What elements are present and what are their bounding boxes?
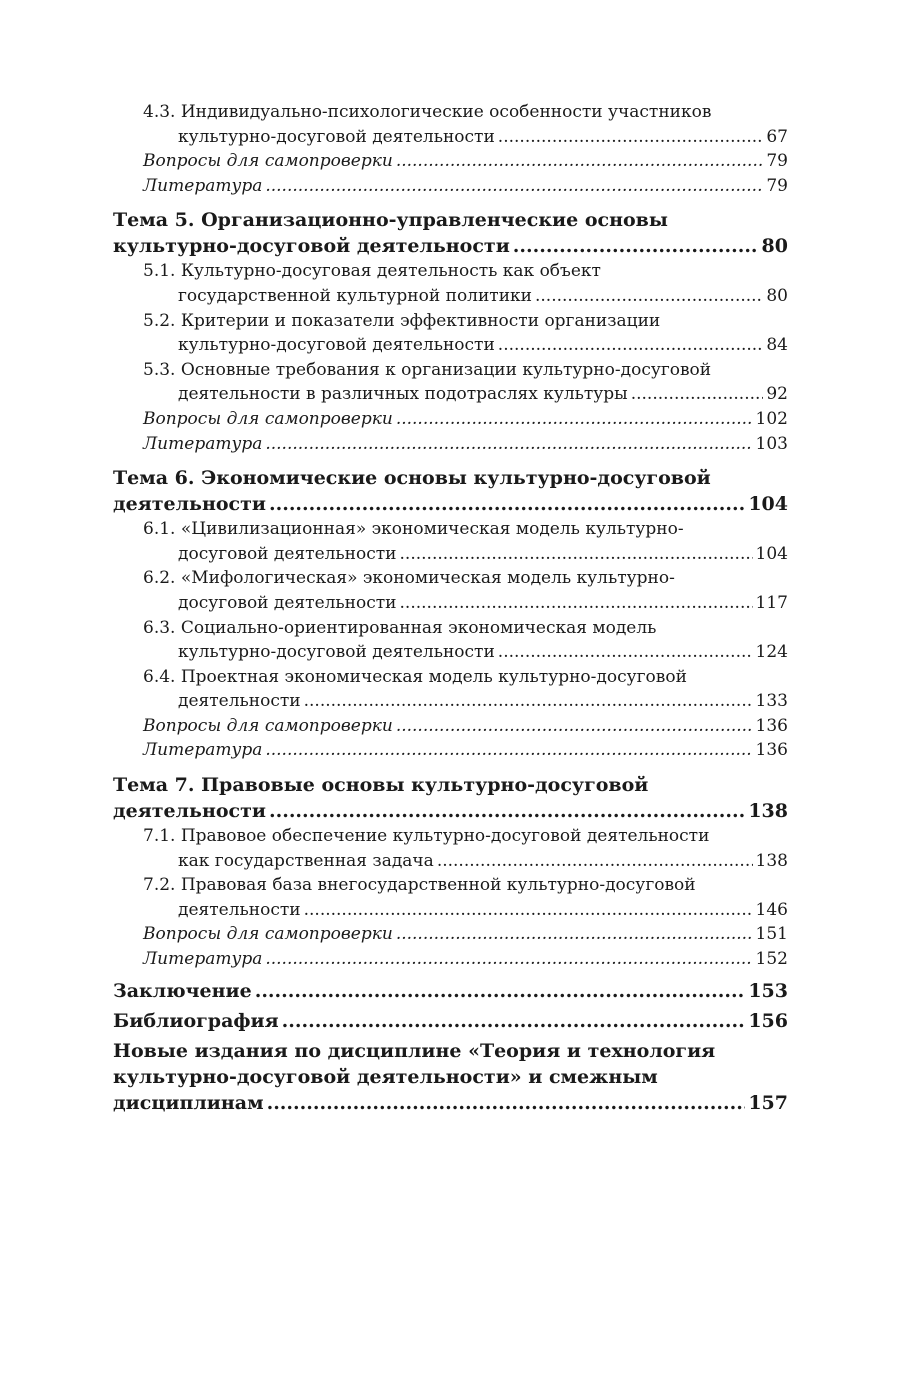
toc-entry-5-3[interactable] [113, 358, 788, 407]
dot-leader [396, 714, 753, 739]
dot-leader [269, 491, 745, 517]
page-number: 117 [755, 592, 788, 613]
dot-leader [513, 233, 759, 259]
toc-topic-title-cont: деятельности [113, 493, 266, 516]
page-number: 138 [748, 800, 788, 823]
dot-leader [631, 382, 764, 407]
page-number: 80 [766, 285, 788, 306]
dot-leader [535, 284, 763, 309]
page-number: 104 [748, 493, 788, 516]
dot-leader [396, 407, 753, 432]
page-number: 156 [748, 1009, 788, 1032]
page-number: 151 [755, 924, 788, 945]
toc-entry-6-3[interactable] [113, 616, 788, 665]
table-of-contents [113, 100, 788, 1116]
toc-topic-7[interactable] [113, 772, 788, 824]
dot-leader [498, 640, 753, 665]
dot-leader [396, 149, 764, 174]
toc-entry-title-cont: культурно-досуговой деятельности [178, 642, 495, 663]
page-number: 79 [766, 151, 788, 172]
toc-entry-6-4[interactable] [113, 665, 788, 714]
toc-entry-7-2[interactable] [113, 873, 788, 922]
toc-topic-title-cont: деятельности [113, 800, 266, 823]
page-number: 92 [766, 384, 788, 405]
page-number: 104 [755, 543, 788, 564]
toc-entry-title: 5.2. Критерии и показатели эффективности организации [143, 310, 661, 331]
toc-conclusion[interactable] [113, 978, 788, 1004]
toc-entry-title: Вопросы для самопроверки [143, 408, 393, 429]
toc-entry-title: Вопросы для самопроверки [143, 151, 393, 172]
dot-leader [265, 432, 752, 457]
toc-entry-title: 7.1. Правовое обеспечение культурно-досуговой деятельности [143, 826, 710, 847]
dot-leader [437, 849, 753, 874]
toc-topic-title-cont: культурно-досуговой деятельности» и смежным [113, 1065, 658, 1088]
toc-entry-7-1[interactable] [113, 824, 788, 873]
page-number: 67 [766, 126, 788, 147]
toc-new-editions[interactable] [113, 1038, 788, 1116]
toc-topic-title-cont: культурно-досуговой деятельности [113, 235, 510, 258]
toc-entry-5-2[interactable] [113, 309, 788, 358]
toc-entry-title-cont: как государственная задача [178, 850, 434, 871]
toc-entry-literature-5[interactable] [113, 432, 788, 457]
toc-topic-5[interactable] [113, 207, 788, 259]
toc-topic-title: Тема 6. Экономические основы культурно-досуговой [113, 467, 711, 490]
toc-entry-title-cont: государственной культурной политики [178, 285, 532, 306]
toc-entry-title: 5.3. Основные требования к организации культурно-досуговой [143, 359, 712, 380]
dot-leader [498, 333, 764, 358]
toc-entry-title: Литература [143, 949, 263, 970]
dot-leader [269, 798, 745, 824]
page-number: 136 [755, 740, 788, 761]
dot-leader [400, 591, 753, 616]
toc-entry-title-cont: деятельности [178, 899, 301, 920]
page-number: 133 [755, 691, 788, 712]
toc-entry-4-3[interactable] [113, 100, 788, 149]
toc-entry-title: 6.2. «Мифологическая» экономическая модель культурно- [143, 568, 675, 589]
dot-leader [265, 174, 763, 199]
page-number: 138 [755, 850, 788, 871]
dot-leader [265, 738, 752, 763]
toc-entry-title: 4.3. Индивидуально-психологические особенности участников [143, 102, 712, 122]
toc-entry-title: 6.4. Проектная экономическая модель культурно-досуговой [143, 666, 687, 687]
page-number: 157 [748, 1091, 788, 1114]
toc-entry-title: 7.2. Правовая база внегосударственной культурно-досуговой [143, 875, 696, 896]
page-number: 102 [755, 408, 788, 429]
dot-leader [498, 125, 764, 150]
toc-topic-title: Тема 7. Правовые основы культурно-досуговой [113, 774, 649, 797]
toc-entry-title-cont: культурно-досуговой деятельности [178, 335, 495, 356]
page-number: 124 [755, 642, 788, 663]
dot-leader [282, 1008, 746, 1034]
dot-leader [255, 978, 746, 1004]
page-number: 79 [766, 175, 788, 196]
dot-leader [304, 898, 753, 923]
page-number: 136 [755, 715, 788, 736]
toc-entry-title: Вопросы для самопроверки [143, 924, 393, 945]
toc-entry-questions-5[interactable] [113, 407, 788, 432]
toc-entry-title-cont: досуговой деятельности [178, 543, 397, 564]
toc-entry-questions-7[interactable] [113, 922, 788, 947]
toc-topic-title: Новые издания по дисциплине «Теория и технология [113, 1039, 716, 1062]
toc-entry-title: 6.1. «Цивилизационная» экономическая модель культурно- [143, 519, 684, 540]
page-number: 84 [766, 335, 788, 356]
toc-bibliography[interactable] [113, 1008, 788, 1034]
toc-topic-title: Тема 5. Организационно-управленческие основы [113, 209, 668, 232]
toc-entry-title: Литература [143, 433, 263, 454]
page-number: 152 [755, 949, 788, 970]
toc-entry-title-cont: досуговой деятельности [178, 592, 397, 613]
toc-entry-title-cont: деятельности в различных подотраслях культуры [178, 384, 628, 405]
dot-leader [400, 542, 753, 567]
dot-leader [396, 922, 753, 947]
toc-entry-title: 6.3. Социально-ориентированная экономическая модель [143, 617, 657, 638]
page-number: 80 [761, 235, 788, 258]
dot-leader [304, 689, 753, 714]
toc-entry-questions-4[interactable] [113, 149, 788, 174]
toc-entry-title-cont: деятельности [178, 691, 301, 712]
toc-entry-questions-6[interactable] [113, 714, 788, 739]
page-number: 146 [755, 899, 788, 920]
toc-topic-title: Заключение [113, 979, 252, 1002]
toc-entry-literature-7[interactable] [113, 947, 788, 972]
toc-entry-title: Вопросы для самопроверки [143, 715, 393, 736]
toc-entry-5-1[interactable] [113, 259, 788, 308]
page-number: 153 [748, 979, 788, 1002]
toc-topic-title: Библиография [113, 1009, 279, 1032]
toc-entry-literature-6[interactable] [113, 738, 788, 763]
toc-topic-6[interactable] [113, 465, 788, 517]
toc-topic-title-cont: дисциплинам [113, 1091, 264, 1114]
toc-entry-title: 5.1. Культурно-досуговая деятельность как объект [143, 261, 601, 282]
toc-entry-literature-4[interactable] [113, 174, 788, 199]
page-number: 103 [755, 433, 788, 454]
dot-leader [265, 947, 752, 972]
toc-entry-6-2[interactable] [113, 566, 788, 615]
toc-entry-title: Литература [143, 175, 263, 196]
dot-leader [267, 1090, 746, 1116]
toc-entry-title-cont: культурно-досуговой деятельности [178, 126, 495, 147]
toc-entry-6-1[interactable] [113, 517, 788, 566]
toc-entry-title: Литература [143, 740, 263, 761]
